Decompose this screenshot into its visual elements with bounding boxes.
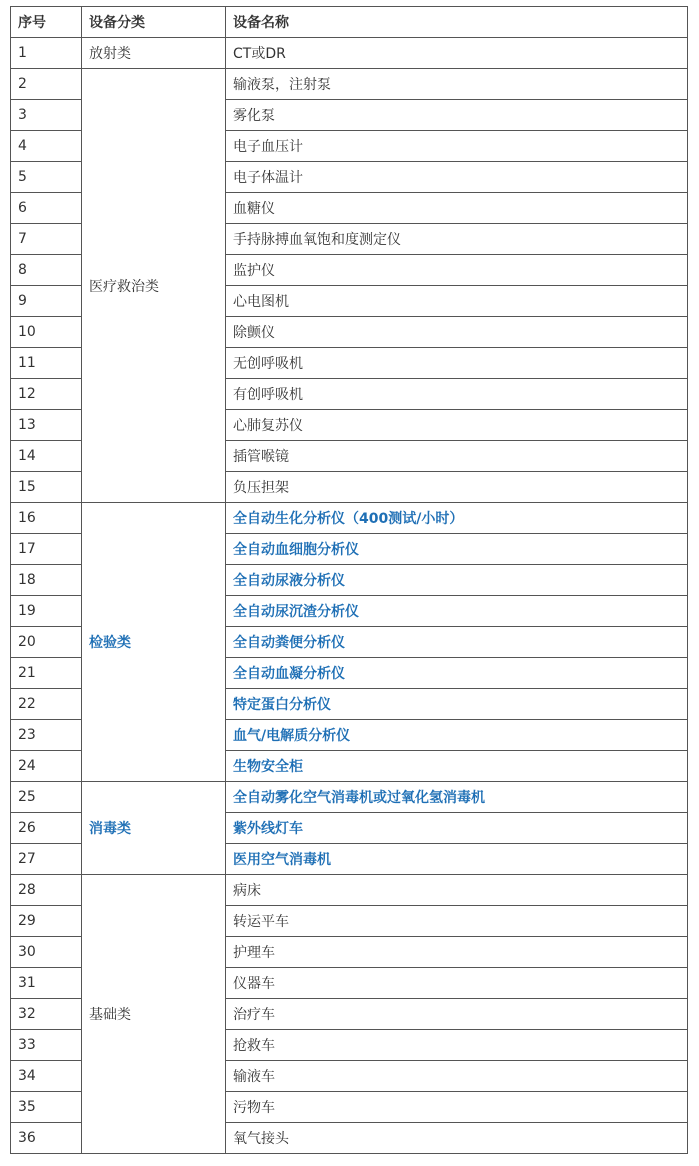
header-category: 设备分类 <box>82 7 226 38</box>
row-number: 21 <box>11 658 82 689</box>
equipment-name: 输液车 <box>226 1061 688 1092</box>
equipment-name: 仪器车 <box>226 968 688 999</box>
row-number: 27 <box>11 844 82 875</box>
row-number: 19 <box>11 596 82 627</box>
row-number: 31 <box>11 968 82 999</box>
equipment-name: 全自动粪便分析仪 <box>226 627 688 658</box>
row-number: 18 <box>11 565 82 596</box>
row-number: 15 <box>11 472 82 503</box>
row-number: 5 <box>11 162 82 193</box>
row-number: 11 <box>11 348 82 379</box>
equipment-name: 治疗车 <box>226 999 688 1030</box>
row-number: 34 <box>11 1061 82 1092</box>
equipment-name: 医用空气消毒机 <box>226 844 688 875</box>
equipment-name: 电子体温计 <box>226 162 688 193</box>
table-row <box>11 69 688 100</box>
equipment-name: 心电图机 <box>226 286 688 317</box>
table-body <box>11 38 688 1154</box>
equipment-name: 氧气接头 <box>226 1123 688 1154</box>
row-number: 23 <box>11 720 82 751</box>
row-number: 26 <box>11 813 82 844</box>
equipment-name: 生物安全柜 <box>226 751 688 782</box>
equipment-name: 全自动血细胞分析仪 <box>226 534 688 565</box>
equipment-name: 病床 <box>226 875 688 906</box>
row-number: 8 <box>11 255 82 286</box>
table-row <box>11 38 688 69</box>
equipment-name: 手持脉搏血氧饱和度测定仪 <box>226 224 688 255</box>
row-number: 20 <box>11 627 82 658</box>
row-number: 16 <box>11 503 82 534</box>
category-cell: 消毒类 <box>82 782 226 875</box>
equipment-name: 护理车 <box>226 937 688 968</box>
row-number: 33 <box>11 1030 82 1061</box>
equipment-name: 插管喉镜 <box>226 441 688 472</box>
equipment-name: 全自动生化分析仪（400测试/小时） <box>226 503 688 534</box>
equipment-name: 全自动雾化空气消毒机或过氧化氢消毒机 <box>226 782 688 813</box>
equipment-name: 抢救车 <box>226 1030 688 1061</box>
category-cell: 基础类 <box>82 875 226 1154</box>
row-number: 3 <box>11 100 82 131</box>
row-number: 6 <box>11 193 82 224</box>
row-number: 36 <box>11 1123 82 1154</box>
equipment-name: 无创呼吸机 <box>226 348 688 379</box>
equipment-name: 全自动尿沉渣分析仪 <box>226 596 688 627</box>
equipment-name: 血气/电解质分析仪 <box>226 720 688 751</box>
equipment-name: 血糖仪 <box>226 193 688 224</box>
table-row <box>11 875 688 906</box>
row-number: 22 <box>11 689 82 720</box>
row-number: 30 <box>11 937 82 968</box>
row-number: 1 <box>11 38 82 69</box>
table-row <box>11 503 688 534</box>
row-number: 13 <box>11 410 82 441</box>
row-number: 28 <box>11 875 82 906</box>
equipment-name: 输液泵，注射泵 <box>226 69 688 100</box>
equipment-name: 有创呼吸机 <box>226 379 688 410</box>
equipment-name: 雾化泵 <box>226 100 688 131</box>
equipment-name: 污物车 <box>226 1092 688 1123</box>
table-row <box>11 782 688 813</box>
equipment-name: 除颤仪 <box>226 317 688 348</box>
equipment-table <box>10 6 688 1154</box>
equipment-name: 紫外线灯车 <box>226 813 688 844</box>
row-number: 2 <box>11 69 82 100</box>
header-no: 序号 <box>11 7 82 38</box>
row-number: 24 <box>11 751 82 782</box>
row-number: 32 <box>11 999 82 1030</box>
row-number: 25 <box>11 782 82 813</box>
row-number: 14 <box>11 441 82 472</box>
equipment-name: 特定蛋白分析仪 <box>226 689 688 720</box>
row-number: 12 <box>11 379 82 410</box>
equipment-name: 转运平车 <box>226 906 688 937</box>
row-number: 17 <box>11 534 82 565</box>
row-number: 35 <box>11 1092 82 1123</box>
row-number: 4 <box>11 131 82 162</box>
equipment-name: CT或DR <box>226 38 688 69</box>
equipment-name: 全自动血凝分析仪 <box>226 658 688 689</box>
row-number: 9 <box>11 286 82 317</box>
header-row <box>11 7 688 38</box>
category-cell: 放射类 <box>82 38 226 69</box>
equipment-name: 全自动尿液分析仪 <box>226 565 688 596</box>
equipment-name: 心肺复苏仪 <box>226 410 688 441</box>
category-cell: 医疗救治类 <box>82 69 226 503</box>
row-number: 7 <box>11 224 82 255</box>
header-name: 设备名称 <box>226 7 688 38</box>
row-number: 10 <box>11 317 82 348</box>
equipment-name: 负压担架 <box>226 472 688 503</box>
category-cell: 检验类 <box>82 503 226 782</box>
equipment-name: 监护仪 <box>226 255 688 286</box>
equipment-name: 电子血压计 <box>226 131 688 162</box>
row-number: 29 <box>11 906 82 937</box>
